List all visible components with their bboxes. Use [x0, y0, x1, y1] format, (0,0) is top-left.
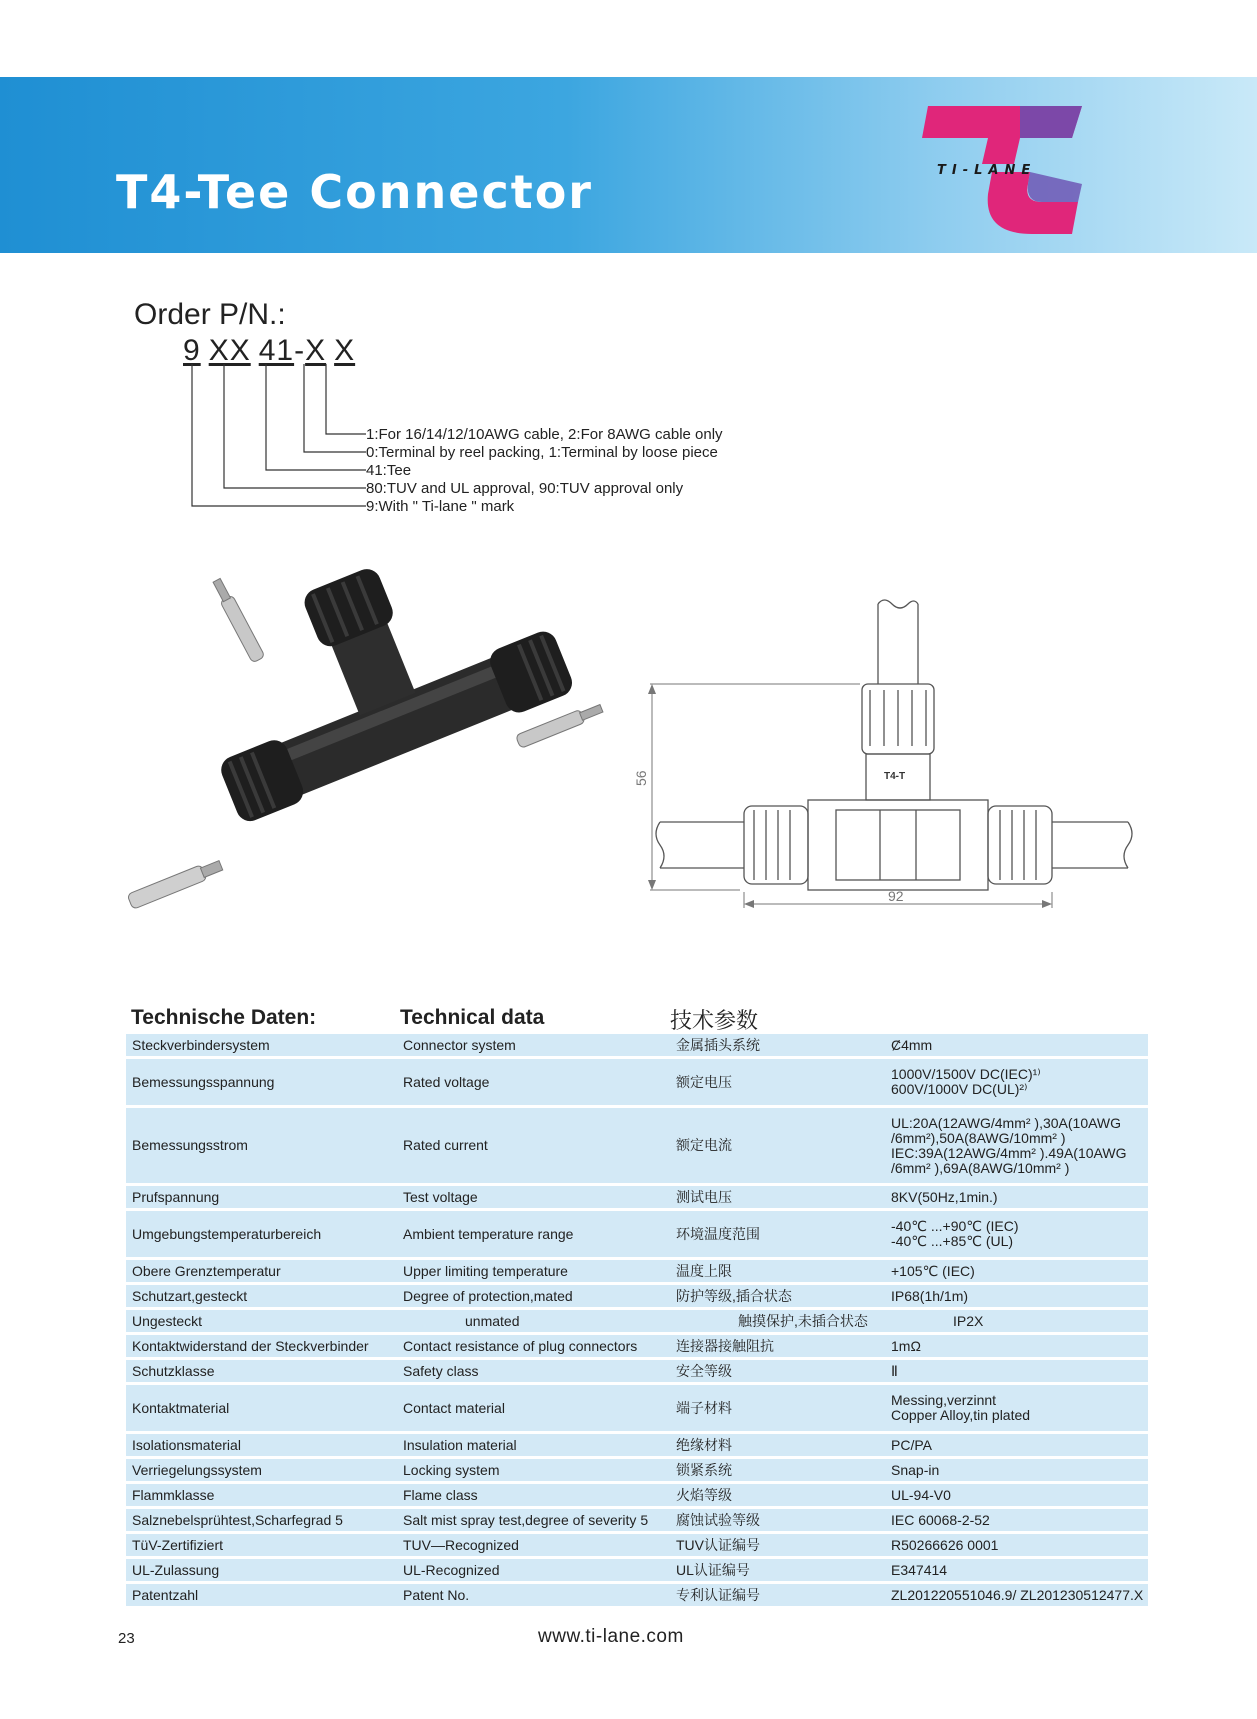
spec-de: Prufspannung [132, 1188, 220, 1205]
height-dimension-label: 56 [633, 770, 649, 786]
spec-value: ZL201220551046.9/ ZL201230512477.X [891, 1586, 1144, 1603]
spec-value: 1000V/1500V DC(IEC)¹⁾ 600V/1000V DC(UL)²⁾ [891, 1066, 1041, 1097]
logo-text: TI-LANE [937, 163, 1037, 178]
spec-en: UL-Recognized [403, 1561, 500, 1578]
connector-photo [118, 580, 618, 940]
spec-de: Isolationsmaterial [132, 1436, 241, 1453]
spec-en: Salt mist spray test,degree of severity 5 [403, 1511, 649, 1528]
spec-en: Patent No. [403, 1586, 470, 1603]
terminal-pin-top [210, 577, 265, 663]
spec-row-flame-class [126, 1484, 1148, 1509]
spec-row-safety-class [126, 1360, 1148, 1385]
spec-zh: 绝缘材料 [676, 1436, 732, 1453]
spec-en: Rated voltage [403, 1073, 490, 1090]
spec-row-rated-voltage [126, 1059, 1148, 1108]
spec-value: E347414 [891, 1561, 948, 1578]
spec-value: UL:20A(12AWG/4mm² ),30A(10AWG /6mm²),50A(8AWG/10mm² ) IEC:39A(12AWG/4mm² ).49A(10AWG /6mm² ),69A(8AWG/10mm² ) [891, 1114, 1127, 1176]
spec-header-german: Technische Daten: [131, 1006, 317, 1029]
spec-row-ul [126, 1559, 1148, 1584]
spec-en: Degree of protection,mated [403, 1287, 573, 1304]
spec-de: Patentzahl [132, 1586, 199, 1603]
width-dimension-label: 92 [888, 888, 904, 904]
spec-row-tuv [126, 1534, 1148, 1559]
spec-zh: 防护等级,插合状态 [676, 1287, 792, 1304]
code-part-xx: XX [208, 334, 251, 367]
spec-de: UL-Zulassung [132, 1561, 220, 1578]
spec-zh: 环境温度范围 [676, 1225, 760, 1242]
spec-value: 1mΩ [891, 1337, 921, 1354]
spec-zh: 腐蚀试验等级 [676, 1511, 760, 1528]
footer-url[interactable]: www.ti-lane.com [538, 1626, 684, 1647]
dimension-drawing [633, 596, 1140, 916]
spec-row-contact-material [126, 1385, 1148, 1434]
spec-row-salt-mist [126, 1509, 1148, 1534]
spec-zh: 额定电压 [676, 1073, 732, 1090]
legend-line-1: 1:For 16/14/12/10AWG cable, 2:For 8AWG cable only [366, 426, 723, 443]
spec-en: Flame class [403, 1486, 478, 1503]
page-title: T4-Tee Connector [116, 165, 593, 219]
spec-value: Snap-in [891, 1461, 940, 1478]
spec-table [126, 1034, 1148, 1609]
spec-de: Bemessungsspannung [132, 1073, 275, 1090]
spec-header-chinese: 技术参数 [670, 1009, 759, 1034]
spec-en: Safety class [403, 1362, 479, 1379]
spec-row-connector-system [126, 1034, 1148, 1059]
spec-de: TüV-Zertifiziert [132, 1536, 224, 1553]
spec-row-test-voltage [126, 1186, 1148, 1211]
spec-de: Salznebelsprühtest,Scharfegrad 5 [132, 1511, 343, 1528]
part-label: T4-T [884, 771, 906, 782]
code-part-9: 9 [183, 334, 201, 367]
spec-value: 8KV(50Hz,1min.) [891, 1188, 998, 1205]
spec-de: Kontaktmaterial [132, 1399, 230, 1416]
spec-en: Upper limiting temperature [403, 1262, 568, 1279]
spec-value: IEC 60068-2-52 [891, 1511, 990, 1528]
order-title: Order P/N.: [134, 298, 286, 331]
spec-value: R50266626 0001 [891, 1536, 999, 1553]
legend-line-3: 41:Tee [366, 462, 412, 479]
spec-zh: 端子材料 [676, 1399, 732, 1416]
spec-de: Steckverbindersystem [132, 1036, 270, 1053]
spec-en: Test voltage [403, 1188, 478, 1205]
spec-en: Insulation material [403, 1436, 517, 1453]
page-number: 23 [118, 1630, 135, 1647]
spec-de: Umgebungstemperaturbereich [132, 1225, 322, 1242]
spec-en: Connector system [403, 1036, 516, 1053]
spec-row-locking-system [126, 1459, 1148, 1484]
terminal-pin-bottom [127, 858, 224, 910]
spec-zh: 温度上限 [676, 1262, 732, 1279]
spec-row-ambient-temperature [126, 1211, 1148, 1260]
spec-row-upper-temperature [126, 1260, 1148, 1285]
spec-value: PC/PA [891, 1436, 932, 1453]
spec-value: UL-94-V0 [891, 1486, 951, 1503]
spec-en: Contact material [403, 1399, 505, 1416]
spec-zh: 金属插头系统 [676, 1036, 760, 1053]
connector-body [171, 512, 577, 825]
spec-zh: 安全等级 [676, 1362, 732, 1379]
spec-en: Rated current [403, 1137, 488, 1153]
spec-en: Ambient temperature range [403, 1225, 574, 1242]
legend-line-2: 0:Terminal by reel packing, 1:Terminal by loose piece [366, 444, 718, 461]
spec-value: Messing,verzinnt Copper Alloy,tin plated [891, 1392, 1031, 1423]
spec-row-contact-resistance [126, 1335, 1148, 1360]
spec-de: Bemessungsstrom [132, 1137, 248, 1153]
spec-de: Schutzklasse [132, 1362, 215, 1379]
spec-zh: UL认证编号 [676, 1561, 750, 1578]
spec-value: Ⅱ [891, 1362, 898, 1379]
spec-row-insulation-material [126, 1434, 1148, 1459]
spec-value: -40℃ ...+90℃ (IEC) -40℃ ...+85℃ (UL) [891, 1218, 1019, 1249]
spec-zh: 测试电压 [676, 1188, 732, 1205]
legend-line-5: 9:With " Ti-lane " mark [366, 498, 515, 515]
legend-line-4: 80:TUV and UL approval, 90:TUV approval only [366, 480, 684, 497]
code-part-dash: - [294, 334, 306, 367]
spec-header-english: Technical data [400, 1006, 545, 1029]
spec-row-patent [126, 1584, 1148, 1609]
spec-de: Obere Grenztemperatur [132, 1262, 281, 1279]
spec-value: Ȼ4mm [891, 1036, 933, 1053]
spec-de: Schutzart,gesteckt [132, 1287, 248, 1304]
spec-zh: 触摸保护,未插合状态 [738, 1312, 868, 1329]
spec-zh: 锁紧系统 [676, 1461, 732, 1478]
spec-value: +105℃ (IEC) [891, 1262, 975, 1279]
spec-de: Verriegelungssystem [132, 1461, 262, 1478]
spec-zh: TUV认证编号 [676, 1536, 760, 1553]
spec-row-protection-mated [126, 1285, 1148, 1310]
spec-zh: 连接器接触阻抗 [676, 1337, 774, 1354]
spec-en: unmated [465, 1312, 520, 1329]
code-part-x2: X [334, 334, 356, 367]
spec-value: IP68(1h/1m) [891, 1287, 969, 1304]
spec-row-unmated [126, 1310, 1148, 1335]
spec-en: Locking system [403, 1461, 500, 1478]
spec-zh: 额定电流 [676, 1137, 732, 1153]
code-part-x1: X [305, 334, 327, 367]
spec-zh: 专利认证编号 [676, 1586, 760, 1603]
spec-en: Contact resistance of plug connectors [403, 1337, 638, 1354]
spec-de: Ungesteckt [132, 1312, 203, 1329]
spec-en: TUV—Recognized [403, 1536, 519, 1553]
code-part-41: 41 [258, 334, 295, 367]
spec-value: IP2X [953, 1312, 984, 1329]
spec-zh: 火焰等级 [676, 1486, 732, 1503]
spec-row-rated-current [126, 1108, 1148, 1186]
order-code-leader-lines [180, 360, 370, 510]
spec-de: Flammklasse [132, 1486, 215, 1503]
spec-de: Kontaktwiderstand der Steckverbinder [132, 1337, 369, 1354]
